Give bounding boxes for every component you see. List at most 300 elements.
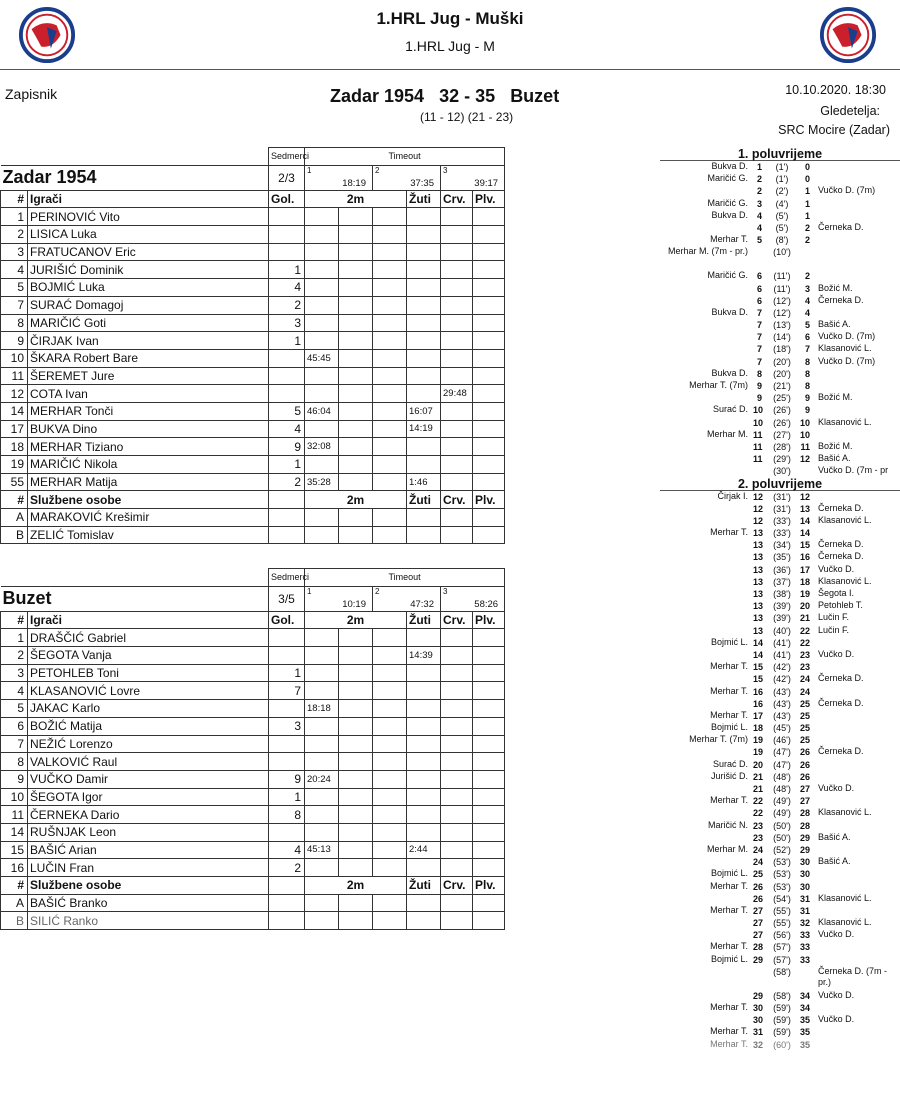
player-goals: 4	[269, 279, 305, 297]
event-minute: (53')	[773, 881, 791, 892]
player-goals	[269, 700, 305, 718]
event-minute: (54')	[773, 893, 791, 904]
event-minute: (43')	[773, 686, 791, 697]
player-name: BOŽIĆ Matija	[28, 717, 269, 735]
player-number: 2	[1, 647, 28, 665]
two-min-3	[373, 664, 407, 682]
event-away-scorer: Šegota I.	[818, 588, 855, 598]
event-away-score: 10	[799, 417, 810, 428]
red-card	[441, 296, 473, 314]
player-goals: 3	[269, 717, 305, 735]
event-away-score: 29	[799, 832, 810, 843]
event-away-score: 18	[799, 576, 810, 587]
event-home-scorer: Merhar T. (7m)	[689, 380, 748, 390]
yellow-card	[407, 629, 441, 647]
event-minute: (58')	[773, 990, 791, 1001]
event-away-score: 33	[799, 954, 810, 965]
player-row	[1, 226, 505, 244]
event-row	[650, 270, 900, 282]
two-min-1	[305, 332, 339, 350]
two-min-3	[373, 629, 407, 647]
player-name: ŠKARA Robert Bare	[28, 349, 269, 367]
player-row	[1, 664, 505, 682]
event-home-scorer: Merhar M.	[706, 428, 748, 439]
player-name: PETOHLEB Toni	[28, 664, 269, 682]
event-minute: (43')	[773, 710, 791, 721]
player-name: FRATUCANOV Eric	[28, 243, 269, 261]
official-letter: A	[1, 509, 28, 527]
red-card	[441, 473, 473, 491]
event-home-score: 18	[753, 723, 764, 734]
table-header-row	[1, 491, 505, 509]
table-cell	[373, 894, 407, 912]
player-goals: 5	[269, 402, 305, 420]
event-home-score: 12	[753, 515, 764, 526]
event-away-score: 32	[799, 918, 810, 929]
event-row	[650, 759, 900, 771]
event-home-score: 28	[753, 942, 764, 953]
event-away-score: 1	[804, 186, 810, 197]
red-card	[441, 770, 473, 788]
player-number: 9	[1, 770, 28, 788]
event-home-score: 24	[753, 844, 764, 855]
event-home-score: 26	[753, 893, 764, 904]
event-home-scorer: Merhar T.	[710, 880, 748, 891]
event-home-scorer: Merhar M. (7m - pr.)	[667, 246, 748, 257]
two-min-1	[305, 367, 339, 385]
player-goals	[269, 349, 305, 367]
team-table-home	[0, 147, 505, 544]
blue-card	[473, 823, 505, 841]
two-min-1	[305, 385, 339, 403]
two-min-2	[339, 261, 373, 279]
event-home-scorer: Bojmić L.	[710, 953, 748, 964]
player-number: 18	[1, 438, 28, 456]
player-goals	[269, 823, 305, 841]
event-row	[650, 564, 900, 576]
event-home-score: 21	[753, 771, 764, 782]
player-name: LUČIN Fran	[28, 859, 269, 877]
sedmerci-value: 3/5	[269, 586, 305, 611]
event-home-scorer: Merhar T.	[710, 234, 748, 245]
event-minute: (25')	[773, 393, 791, 404]
event-minute: (8')	[775, 235, 789, 246]
event-row	[650, 185, 900, 197]
event-row	[650, 356, 900, 368]
timeout-time: 39:17	[474, 177, 499, 189]
player-goals	[269, 629, 305, 647]
event-row	[650, 686, 900, 698]
timeout-cell	[373, 586, 441, 611]
two-min-1	[305, 647, 339, 665]
table-row	[1, 165, 505, 190]
red-card	[441, 664, 473, 682]
event-away-score: 16	[799, 552, 810, 563]
player-row	[1, 806, 505, 824]
event-minute: (49')	[773, 808, 791, 819]
player-name: BUKVA Dino	[28, 420, 269, 438]
player-number: 3	[1, 664, 28, 682]
event-away-score: 1	[804, 210, 810, 221]
event-away-score: 2	[804, 271, 810, 282]
event-row	[650, 588, 900, 600]
event-row	[650, 1026, 900, 1038]
event-home-score: 11	[753, 454, 763, 465]
event-away-score: 12	[799, 491, 810, 502]
event-home-scorer: Merhar T.	[710, 527, 748, 538]
yellow-card	[407, 385, 441, 403]
two-min-1	[305, 753, 339, 771]
away-score: 35	[475, 86, 496, 106]
table-cell	[269, 526, 305, 544]
event-away-scorer: Klasanović L.	[818, 917, 872, 928]
event-away-score: 17	[799, 564, 810, 575]
event-row	[650, 625, 900, 637]
player-number: 16	[1, 859, 28, 877]
team-table-away	[0, 568, 505, 930]
event-away-score: 34	[799, 990, 810, 1001]
two-min-3	[373, 402, 407, 420]
event-home-score: 7	[756, 344, 762, 355]
red-card	[441, 682, 473, 700]
player-number: 17	[1, 420, 28, 438]
event-row	[650, 673, 900, 685]
event-minute: (20')	[773, 356, 791, 367]
event-home-scorer: Merhar T.	[710, 795, 748, 806]
player-name: SURAĆ Domagoj	[28, 296, 269, 314]
home-team-title: Zadar 1954	[330, 86, 425, 106]
halftime-scores: (11 - 12) (21 - 23)	[420, 110, 514, 124]
player-name: JAKAC Karlo	[28, 700, 269, 718]
blue-card	[473, 788, 505, 806]
officials-header: Službene osobe	[28, 877, 269, 895]
two-min-2	[339, 314, 373, 332]
event-away-score: 24	[799, 686, 810, 697]
yellow-card	[407, 788, 441, 806]
event-home-scorer: Čirjak I.	[717, 490, 748, 501]
event-row	[650, 392, 900, 404]
event-away-score: 8	[804, 368, 810, 379]
timeout-cell	[441, 165, 505, 190]
event-away-scorer: Černeka D. (7m - pr.)	[818, 965, 888, 987]
event-away-score: 25	[799, 735, 810, 746]
player-name: COTA Ivan	[28, 385, 269, 403]
blue-card	[473, 402, 505, 420]
event-home-scorer: Maričić N.	[708, 819, 748, 830]
event-home-score: 14	[753, 637, 764, 648]
event-row	[650, 380, 900, 392]
event-away-scorer: Klasanović L.	[818, 807, 872, 818]
red-card	[441, 700, 473, 718]
event-home-score: 13	[753, 625, 764, 636]
event-home-score: 15	[753, 662, 764, 673]
home-score: 32	[439, 86, 460, 106]
player-number: 7	[1, 296, 28, 314]
table-cell	[441, 509, 473, 527]
player-number: 55	[1, 473, 28, 491]
red-card	[441, 279, 473, 297]
table-header-row	[1, 877, 505, 895]
timeout-time: 37:35	[410, 177, 434, 189]
blue-card	[473, 243, 505, 261]
event-home-score: 29	[753, 990, 764, 1001]
player-number: 10	[1, 788, 28, 806]
event-away-score: 0	[804, 162, 810, 172]
player-row	[1, 385, 505, 403]
player-row	[1, 770, 505, 788]
event-minute: (55')	[773, 905, 791, 916]
event-away-score: 2	[804, 222, 810, 233]
event-row	[650, 1002, 900, 1014]
event-row	[650, 173, 900, 185]
event-row	[650, 210, 900, 222]
first-half-events	[650, 161, 900, 478]
player-goals: 1	[269, 332, 305, 350]
second-half-heading: 2. poluvrijeme	[660, 478, 900, 491]
two-min-1	[305, 682, 339, 700]
event-home-scorer: Merhar T.	[710, 1038, 748, 1049]
table-cell	[339, 894, 373, 912]
two-min-3	[373, 243, 407, 261]
player-goals	[269, 208, 305, 226]
blue-header: Plv.	[473, 611, 505, 629]
two-min-1	[305, 823, 339, 841]
player-name: KLASANOVIĆ Lovre	[28, 682, 269, 700]
player-name: ČIRJAK Ivan	[28, 332, 269, 350]
blue-card	[473, 841, 505, 859]
player-number: 4	[1, 682, 28, 700]
two-min-3	[373, 420, 407, 438]
event-away-score: 31	[799, 905, 810, 916]
yellow-card	[407, 314, 441, 332]
event-home-score: 7	[756, 320, 762, 331]
table-cell	[269, 912, 305, 930]
event-away-score: 26	[799, 771, 810, 782]
player-goals: 4	[269, 420, 305, 438]
table-cell	[407, 912, 441, 930]
event-row	[650, 539, 900, 551]
two-min-2	[339, 456, 373, 474]
yellow-card	[407, 735, 441, 753]
yellow-card	[407, 367, 441, 385]
event-home-scorer: Bojmić L.	[710, 868, 748, 879]
yellow-card	[407, 859, 441, 877]
event-minute: (53')	[773, 857, 791, 868]
blue-card	[473, 806, 505, 824]
event-minute: (46')	[773, 735, 791, 746]
event-away-score: 26	[799, 747, 810, 758]
event-away-score: 3	[804, 283, 810, 294]
table-cell	[473, 894, 505, 912]
player-number: 14	[1, 402, 28, 420]
two-min-1: 20:24	[305, 770, 339, 788]
two-min-1	[305, 314, 339, 332]
player-row	[1, 438, 505, 456]
two-min-2	[339, 823, 373, 841]
event-away-score: 9	[804, 405, 810, 416]
two-min-1	[305, 806, 339, 824]
player-name: ŠEGOTA Vanja	[28, 647, 269, 665]
event-row	[650, 417, 900, 429]
event-minute: (1')	[775, 174, 789, 185]
event-home-score: 10	[753, 417, 764, 428]
event-minute: (18')	[773, 344, 791, 355]
event-away-score: 19	[799, 589, 810, 599]
event-minute: (48')	[773, 771, 791, 782]
event-minute: (39')	[773, 601, 791, 612]
player-name: MARIČIĆ Goti	[28, 314, 269, 332]
two-min-2	[339, 841, 373, 859]
red-card: 29:48	[441, 385, 473, 403]
two-min-3	[373, 753, 407, 771]
event-row	[650, 331, 900, 343]
event-away-scorer: Bašić A.	[818, 856, 851, 867]
blue-card	[473, 753, 505, 771]
event-minute: (26')	[773, 417, 791, 428]
two-min-1: 45:45	[305, 349, 339, 367]
event-home-score: 13	[753, 540, 764, 551]
two-min-2	[339, 438, 373, 456]
second-half-events	[650, 491, 900, 1051]
timeout-number: 3	[443, 586, 448, 596]
table-cell	[473, 526, 505, 544]
event-away-score: 30	[799, 869, 810, 880]
event-row	[650, 722, 900, 734]
event-away-scorer: Černeka D.	[818, 673, 864, 684]
table-cell	[269, 509, 305, 527]
red-header: Crv.	[441, 611, 473, 629]
player-goals: 3	[269, 314, 305, 332]
official-row	[1, 894, 505, 912]
event-minute: (29')	[773, 454, 791, 465]
timeout-time: 58:26	[474, 598, 499, 610]
event-away-scorer: Vučko D. (7m)	[818, 331, 876, 342]
event-row	[650, 319, 900, 331]
player-number: 15	[1, 841, 28, 859]
event-away-score: 0	[804, 174, 810, 185]
event-minute: (28')	[773, 441, 791, 452]
player-name: JURIŠIĆ Dominik	[28, 261, 269, 279]
blue-card	[473, 770, 505, 788]
event-home-score: 6	[756, 271, 762, 282]
red-card	[441, 261, 473, 279]
hash-header: #	[1, 877, 28, 895]
event-home-score: 19	[753, 735, 764, 746]
red-header: Crv.	[441, 877, 473, 895]
official-row	[1, 509, 505, 527]
event-row	[650, 637, 900, 649]
player-row	[1, 682, 505, 700]
two-min-3	[373, 296, 407, 314]
sedmerci-label: Sedmerci	[269, 148, 305, 166]
hash-header: #	[1, 190, 28, 208]
player-number: 7	[1, 735, 28, 753]
event-home-scorer: Merhar M.	[706, 843, 748, 854]
timeout-label: Timeout	[305, 148, 505, 166]
event-away-score: 35	[799, 1015, 810, 1026]
event-minute: (50')	[773, 820, 791, 831]
event-home-scorer: Maričić G.	[707, 270, 748, 281]
event-away-scorer: Vučko D.	[818, 648, 855, 659]
player-number: 14	[1, 823, 28, 841]
yellow-card: 16:07	[407, 402, 441, 420]
event-row	[650, 856, 900, 868]
event-away-score: 2	[804, 235, 810, 246]
event-minute: (57')	[773, 954, 791, 965]
event-minute: (41')	[773, 637, 791, 648]
blue-card	[473, 682, 505, 700]
two-min-1: 18:18	[305, 700, 339, 718]
two-min-2	[339, 735, 373, 753]
yellow-card: 14:19	[407, 420, 441, 438]
two-min-2	[339, 473, 373, 491]
two-min-1	[305, 243, 339, 261]
event-row	[650, 881, 900, 893]
event-home-score: 5	[756, 235, 762, 246]
event-away-scorer: Vučko D. (7m - pr	[818, 465, 889, 476]
red-card	[441, 806, 473, 824]
event-home-scorer: Maričić G.	[707, 173, 748, 184]
event-home-score: 25	[753, 869, 764, 880]
event-minute: (43')	[773, 698, 791, 709]
event-home-score: 20	[753, 759, 764, 770]
two-min-2	[339, 647, 373, 665]
event-minute: (14')	[773, 332, 791, 343]
player-row	[1, 473, 505, 491]
two-min-3	[373, 385, 407, 403]
sedmerci-value: 2/3	[269, 165, 305, 190]
event-home-score: 30	[753, 1003, 764, 1013]
event-away-scorer: Černeka D.	[818, 221, 864, 232]
event-minute: (31')	[773, 503, 791, 514]
player-goals: 4	[269, 841, 305, 859]
event-home-score: 15	[753, 674, 764, 685]
table-cell	[407, 894, 441, 912]
event-away-score: 23	[799, 649, 810, 660]
player-row	[1, 717, 505, 735]
event-home-scorer: Bojmić L.	[710, 722, 748, 733]
red-card	[441, 753, 473, 771]
blue-card	[473, 456, 505, 474]
event-minute: (52')	[773, 844, 791, 855]
two-min-3	[373, 700, 407, 718]
blue-card	[473, 208, 505, 226]
table-header-row	[1, 611, 505, 629]
player-name: RUŠNJAK Leon	[28, 823, 269, 841]
timeout-number: 1	[307, 165, 312, 175]
blue-card	[473, 279, 505, 297]
player-name: DRAŠČIĆ Gabriel	[28, 629, 269, 647]
timeout-time: 18:19	[342, 177, 366, 189]
event-minute: (12')	[773, 307, 791, 318]
blue-header: Plv.	[473, 877, 505, 895]
event-away-score: 15	[799, 540, 810, 551]
player-row	[1, 629, 505, 647]
event-away-score: 5	[804, 320, 810, 331]
event-minute: (40')	[773, 625, 791, 636]
event-home-score: 13	[753, 613, 764, 624]
two-min-3	[373, 261, 407, 279]
player-name: BOJMIĆ Luka	[28, 279, 269, 297]
red-card	[441, 332, 473, 350]
event-away-scorer: Vučko D.	[818, 563, 855, 574]
player-row	[1, 841, 505, 859]
event-away-score: 8	[804, 381, 810, 391]
event-home-scorer: Bukva D.	[711, 209, 748, 220]
red-card	[441, 367, 473, 385]
player-goals: 2	[269, 859, 305, 877]
event-home-score: 16	[753, 686, 764, 697]
